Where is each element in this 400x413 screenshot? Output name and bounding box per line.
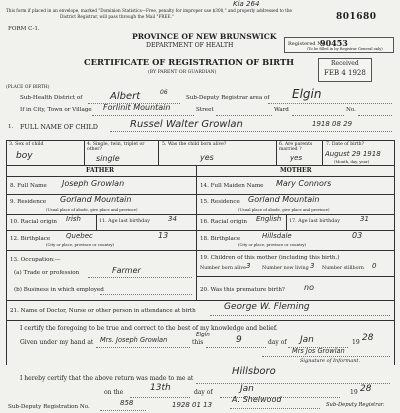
stillborn-count: 0: [372, 262, 377, 270]
doctor-label: 21. Name of Doctor, Nurse or other person in attendance at birth: [10, 308, 196, 314]
now-living-label: Number now living: [262, 266, 309, 271]
father-racial-label: 10. Racial origin: [10, 219, 57, 225]
city-line: [92, 115, 194, 116]
father-business-line: [100, 294, 192, 295]
given-place: Mrs. Joseph Growlan: [100, 336, 168, 344]
mail-notice-line2: District Registrar, will pass through the Mail "FREE.": [60, 14, 174, 19]
father-age-label: 11. Age last birthday: [99, 219, 150, 224]
mother-racial-label: 16. Racial origin: [200, 219, 247, 225]
registrar-signature-line: [230, 408, 320, 409]
serial-number: 801680: [336, 12, 377, 22]
mother-maiden: Mary Connors: [276, 179, 332, 188]
regno-value: 858: [120, 399, 134, 407]
child-table-bottom: [6, 165, 394, 166]
mother-children-label: 19. Children of this mother (including this birth.): [200, 255, 340, 261]
table-right-border: [394, 140, 395, 365]
registrar-month: Jan: [240, 384, 254, 394]
dob-sub: (Month, day, year): [334, 159, 370, 164]
street-label: Street: [196, 107, 214, 113]
mother-racial-div: [286, 214, 287, 230]
given-this: this: [192, 339, 204, 346]
father-residence-sub: (Usual place of abode, give place and province): [46, 207, 138, 212]
certificate-subtitle: (BY PARENT OR GUARDIAN): [148, 70, 217, 75]
full-name-code: 1918 08 29: [312, 120, 353, 128]
father-birthplace: Quebec: [66, 232, 93, 240]
mother-birthplace: Hillsdale: [262, 232, 292, 240]
father-birthplace-label: 12. Birthplace: [10, 236, 51, 242]
father-racial: Irish: [66, 215, 81, 223]
heading-line: [6, 176, 394, 177]
registrar-on-label: on the: [104, 389, 124, 396]
city-label: If in City, Town or Village: [20, 107, 92, 113]
given-place-town: Elgin: [196, 332, 210, 338]
doctor-row-line: [6, 320, 394, 321]
row-line-3: [6, 230, 394, 231]
no-line: [358, 115, 392, 116]
county-value: Albert: [110, 91, 141, 102]
mother-residence-sub: (Usual place of abode, give place and province): [238, 207, 330, 212]
premature-label: 20. Was this premature birth?: [200, 287, 285, 293]
born-alive-value: yes: [200, 153, 214, 162]
dob-label: 7. Date of birth?: [326, 142, 365, 147]
given-day-of: day of: [268, 339, 287, 346]
child-col-div4: [322, 140, 323, 165]
father-racial-div: [96, 214, 97, 230]
father-trade-label: (a) Trade or profession: [14, 270, 80, 276]
street-line: [216, 115, 272, 116]
table-left-border: [6, 140, 7, 365]
mail-notice-line1: This form if placed in an envelope, marked "Dominion Statistics—Free, penalty for improper use $300," and properly addressed to the: [6, 8, 292, 13]
registered-number-value: 90453: [320, 38, 348, 48]
city-value: Forlinit Mountain: [103, 103, 171, 112]
doctor-line: [210, 315, 390, 316]
parents-married-value: yes: [290, 154, 303, 162]
father-occupation-label: 13. Occupation:—: [10, 257, 61, 263]
children-row-line: [196, 276, 394, 277]
father-trade: Farmer: [112, 266, 141, 275]
county-number: 06: [160, 89, 168, 96]
given-year: 28: [362, 333, 374, 343]
registration-date-code: 1928 01 13: [172, 401, 213, 409]
father-birthplace-sub: (City or place, province or country): [46, 242, 114, 247]
given-month: Jan: [300, 335, 314, 345]
parents-married-label: 6. Are parents married ?: [279, 142, 313, 153]
ward-label: Ward: [274, 107, 289, 113]
now-living-count: 3: [310, 262, 315, 270]
registered-number-note: (To be filled in by Registrar General only): [307, 47, 383, 51]
given-day: 9: [236, 335, 242, 345]
regno-label: Sub-Deputy Registration No.: [8, 404, 90, 410]
sex-label: 3. Sex of child: [9, 142, 44, 147]
regno-line: [100, 410, 146, 411]
given-label: Given under my hand at: [20, 339, 94, 346]
registrar-certify-text: I hereby certify that the above return was made to me at: [20, 375, 194, 382]
born-alive-count: 3: [246, 262, 251, 270]
mother-birthplace-code: 03: [352, 231, 363, 240]
area-line: [268, 103, 392, 104]
child-full-name: Russel Walter Growlan: [130, 119, 243, 130]
row-line-2: [6, 214, 394, 215]
given-day-line: [206, 347, 266, 348]
full-name-line: [110, 131, 392, 132]
received-stamp-date: FEB 4 1928: [324, 69, 366, 77]
ward-line: [292, 115, 344, 116]
single-label: 4. Single, twin, triplet or other?: [87, 142, 145, 153]
registrar-day: 13th: [150, 383, 171, 393]
mother-birthplace-label: 18. Birthplace: [200, 236, 241, 242]
child-col-div3: [276, 140, 277, 165]
informant-line: [262, 356, 390, 357]
stillborn-label: Number stillborn: [322, 266, 364, 271]
given-place-line: [96, 347, 190, 348]
sub-health-district-label: Sub-Health District of: [20, 95, 83, 101]
certify-statement: I certify the foregoing to be true and correct to the best of my knowledge and belief.: [20, 325, 278, 332]
row-line-6: [6, 300, 394, 301]
mother-racial: English: [256, 215, 282, 223]
no-label: No.: [346, 107, 356, 113]
registrar-year-prefix: 19: [350, 389, 358, 396]
full-name-number: 1.: [8, 124, 14, 130]
father-name-label: 8. Full Name: [10, 183, 47, 189]
row-line-4: [6, 250, 394, 251]
father-heading: FATHER: [86, 167, 114, 174]
department-heading: DEPARTMENT OF HEALTH: [146, 42, 234, 49]
dob-value: August 29 1918: [325, 150, 381, 158]
child-col-div2: [158, 140, 159, 165]
mother-age: 31: [360, 215, 369, 223]
province-heading: PROVINCE OF NEW BRUNSWICK: [132, 32, 277, 41]
mother-age-label: 17. Age last birthday: [289, 219, 340, 224]
father-trade-line: [88, 277, 192, 278]
registered-number-label: Registered No.: [288, 41, 327, 47]
mother-residence: Gorland Mountain: [248, 195, 320, 204]
born-alive-count-label: Number born alive: [200, 266, 246, 271]
informant-label: Signature of Informant.: [300, 358, 361, 364]
form-number: FORM C-1.: [8, 26, 40, 32]
registrar-year: 28: [360, 384, 372, 394]
full-name-label: FULL NAME OF CHILD: [20, 123, 98, 131]
given-year-prefix: 19: [352, 339, 360, 346]
premature-value: no: [304, 283, 314, 292]
born-alive-label: 5. Was the child born alive?: [162, 142, 227, 147]
single-value: single: [96, 154, 120, 163]
subdeputy-area-label: Sub-Deputy Registrar area of: [186, 95, 270, 101]
handwritten-file-number: Kia 264: [233, 0, 260, 8]
registrar-day-of: day of: [194, 389, 213, 396]
mother-maiden-label: 14. Full Maiden Name: [200, 183, 264, 189]
doctor-name: George W. Fleming: [224, 302, 310, 312]
father-age: 34: [168, 215, 177, 223]
father-birthplace-code: 13: [158, 231, 169, 240]
child-table-top: [6, 140, 394, 141]
registrar-day-line: [130, 397, 190, 398]
received-stamp-label: Received: [331, 60, 359, 67]
area-value: Elgin: [292, 87, 322, 101]
sex-value: boy: [16, 151, 33, 161]
father-mother-divider: [196, 165, 197, 300]
certificate-title: CERTIFICATE OF REGISTRATION OF BIRTH: [84, 57, 295, 67]
mother-heading: MOTHER: [280, 167, 312, 174]
father-residence-label: 9. Residence: [10, 199, 47, 205]
registrar-signature: A. Shelwood: [232, 395, 282, 404]
registrar-label: Sub-Deputy Registrar.: [326, 402, 385, 408]
father-name: Joseph Growlan: [62, 179, 125, 188]
registrar-place: Hillsboro: [232, 366, 276, 377]
father-business-label: (b) Business in which employed: [14, 287, 104, 293]
father-residence: Gorland Mountain: [60, 195, 132, 204]
child-col-div1: [84, 140, 85, 165]
informant-signature: Mrs Jos Growlan: [292, 347, 345, 355]
mother-birthplace-sub: (City or place, province or country): [238, 242, 306, 247]
mother-residence-label: 15. Residence: [200, 199, 240, 205]
place-of-birth-label: (PLACE OF BIRTH): [6, 85, 50, 90]
